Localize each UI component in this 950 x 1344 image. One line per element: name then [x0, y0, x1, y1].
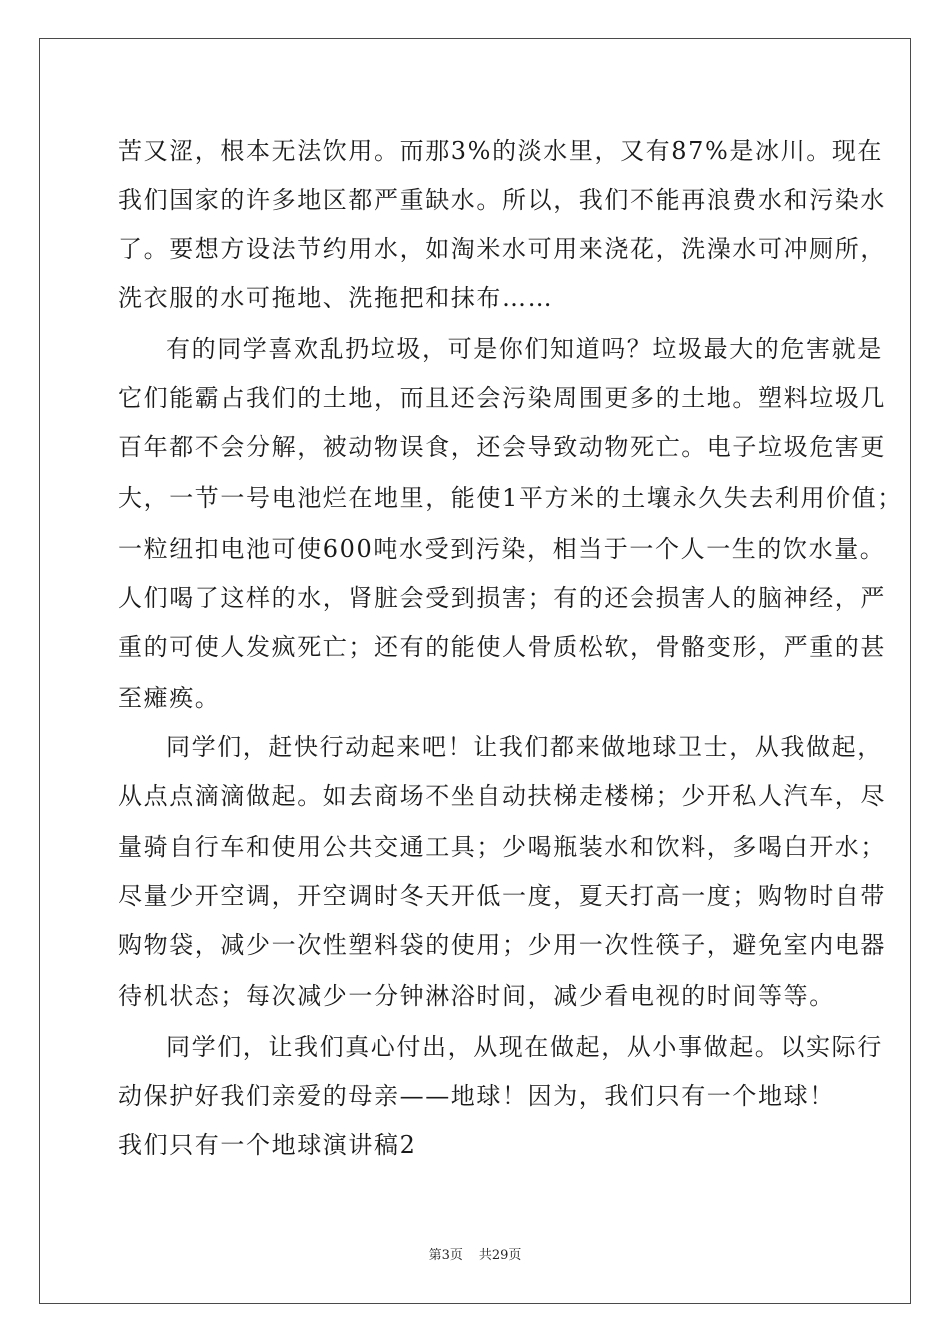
paragraph-first-line: 同学们，让我们真心付出，从现在做起，从小事做起。以实际行 [166, 1033, 883, 1061]
text-line: 一粒纽扣电池可使600吨水受到污染，相当于一个人一生的饮水量。 [118, 535, 886, 563]
text-line: 从点点滴滴做起。如去商场不坐自动扶梯走楼梯；少开私人汽车，尽 [118, 782, 886, 810]
text-line: 它们能霸占我们的土地，而且还会污染周围更多的土地。塑料垃圾几 [118, 384, 886, 412]
text-line: 了。要想方设法节约用水，如淘米水可用来浇花，洗澡水可冲厕所， [118, 235, 886, 263]
paragraph-first-line: 同学们，赶快行动起来吧！让我们都来做地球卫士，从我做起， [166, 733, 883, 761]
text-line: 动保护好我们亲爱的母亲——地球！因为，我们只有一个地球！ [118, 1082, 835, 1110]
page-footer [0, 1244, 950, 1263]
paragraph-first-line: 有的同学喜欢乱扔垃圾，可是你们知道吗？垃圾最大的危害就是 [166, 335, 883, 363]
text-line: 苦又涩，根本无法饮用。而那3%的淡水里，又有87%是冰川。现在 [118, 137, 884, 165]
text-line: 购物袋，减少一次性塑料袋的使用；少用一次性筷子，避免室内电器 [118, 931, 886, 959]
text-line: 人们喝了这样的水，肾脏会受到损害；有的还会损害人的脑神经，严 [118, 584, 886, 612]
page-total: 共29页 [478, 1248, 522, 1263]
text-line: 大，一节一号电池烂在地里，能使1平方米的土壤永久失去利用价值； [118, 484, 903, 512]
text-line: 待机状态；每次减少一分钟淋浴时间，减少看电视的时间等等。 [118, 982, 835, 1010]
text-line: 我们国家的许多地区都严重缺水。所以，我们不能再浪费水和污染水 [118, 186, 886, 214]
page-number: 第3页 [428, 1248, 463, 1263]
section-heading: 我们只有一个地球演讲稿2 [118, 1131, 417, 1159]
text-line: 百年都不会分解，被动物误食，还会导致动物死亡。电子垃圾危害更 [118, 433, 886, 461]
text-line: 量骑自行车和使用公共交通工具；少喝瓶装水和饮料，多喝白开水； [118, 833, 886, 861]
text-line: 至瘫痪。 [118, 684, 221, 712]
text-line: 尽量少开空调，开空调时冬天开低一度，夏天打高一度；购物时自带 [118, 882, 886, 910]
text-line: 洗衣服的水可拖地、洗拖把和抹布…… [118, 284, 554, 312]
text-line: 重的可使人发疯死亡；还有的能使人骨质松软，骨骼变形，严重的甚 [118, 633, 886, 661]
